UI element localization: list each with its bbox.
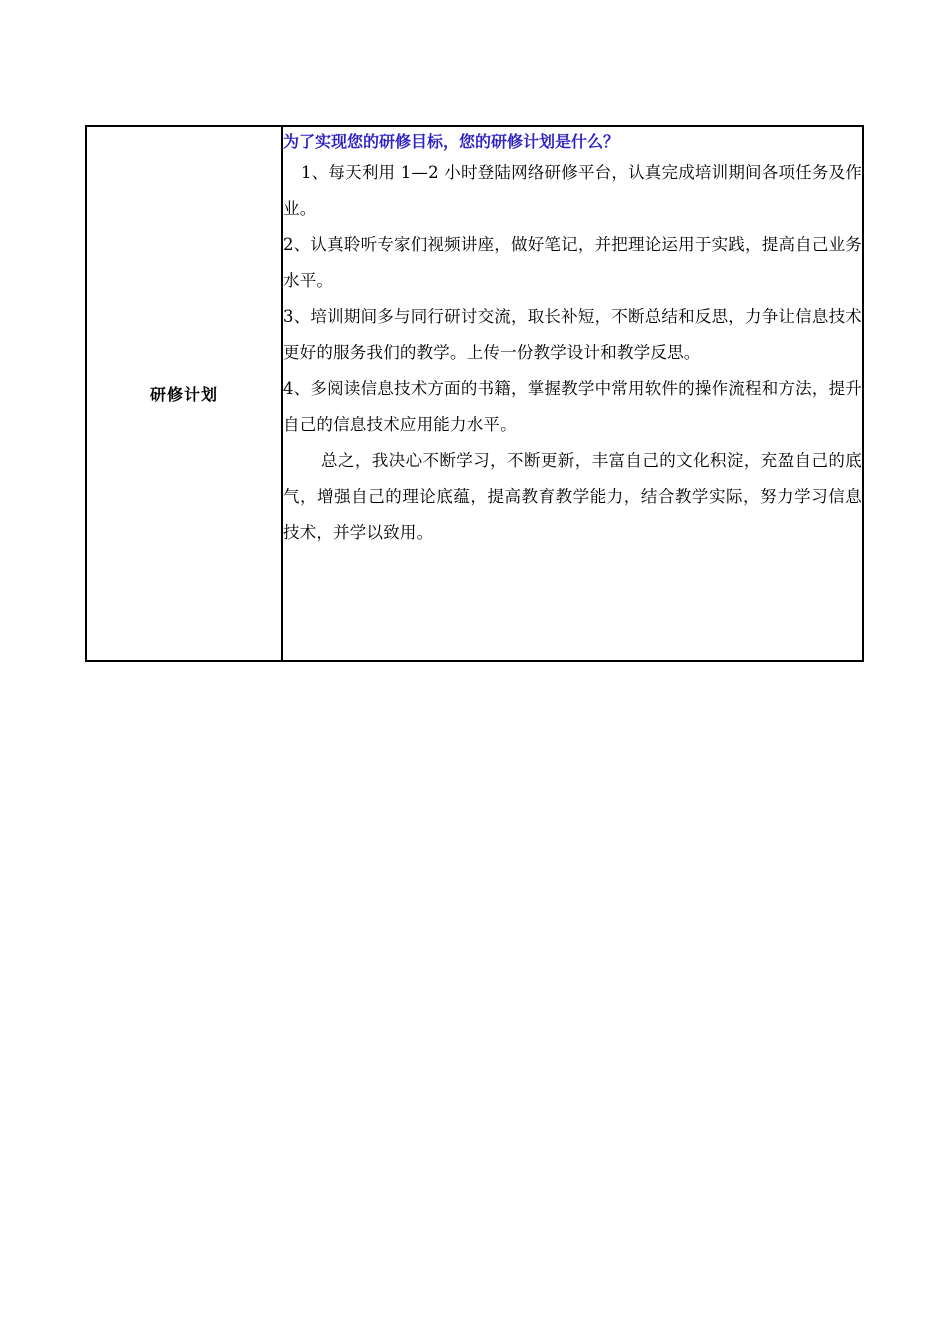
- plan-item-3: 3、培训期间多与同行研讨交流，取长补短，不断总结和反思，力争让信息技术更好的服务我们的教学。上传一份教学设计和教学反思。: [283, 307, 862, 362]
- plan-question: 为了实现您的研修目标，您的研修计划是什么？: [283, 132, 620, 151]
- table-row: [86, 126, 863, 661]
- row-label: 研修计划: [86, 126, 282, 661]
- plan-item-4: 4、多阅读信息技术方面的书籍，掌握教学中常用软件的操作流程和方法，提升自己的信息技术应用能力水平。: [283, 379, 862, 434]
- plan-item-2: 2、认真聆听专家们视频讲座，做好笔记，并把理论运用于实践，提高自己业务水平。: [283, 235, 862, 290]
- plan-content-cell: [282, 126, 863, 661]
- plan-summary: 总之，我决心不断学习，不断更新，丰富自己的文化积淀，充盈自己的底气，增强自己的理论底蕴，提高教育教学能力，结合教学实际，努力学习信息技术，并学以致用。: [283, 451, 862, 542]
- plan-item-1: 1、每天利用 1—2 小时登陆网络研修平台，认真完成培训期间各项任务及作业。: [283, 163, 862, 218]
- research-plan-table: [85, 125, 864, 662]
